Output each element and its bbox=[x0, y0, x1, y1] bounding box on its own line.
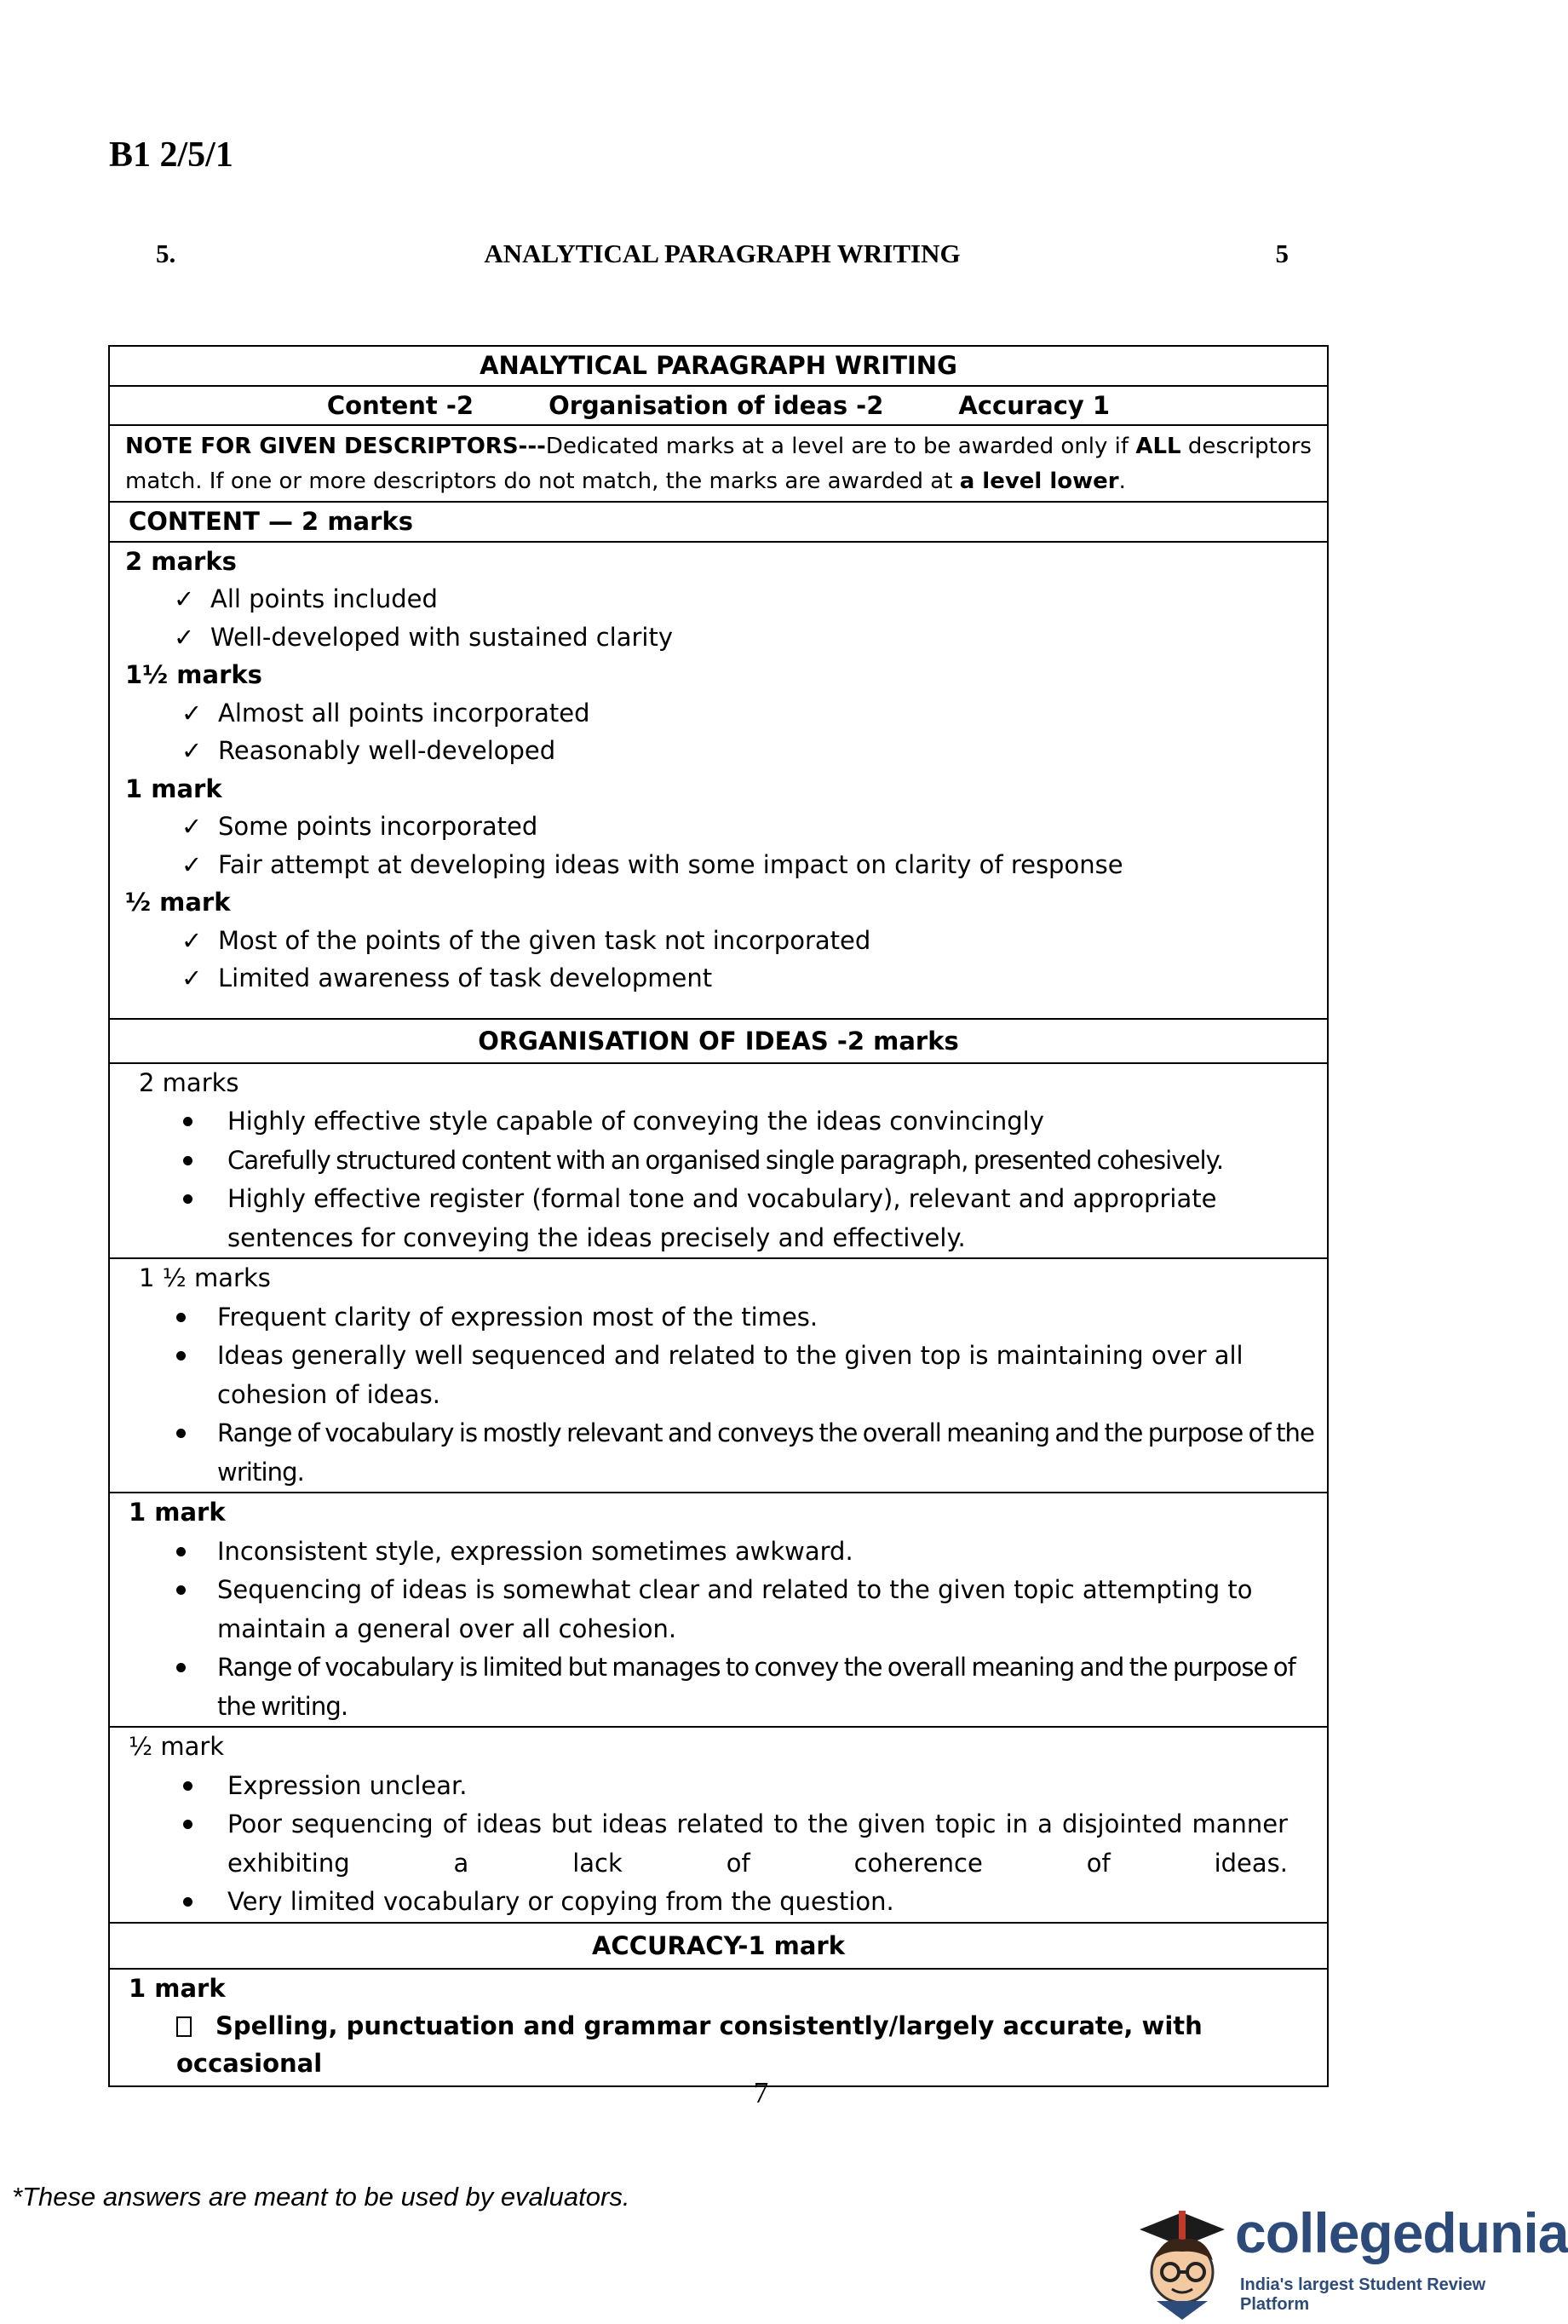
question-number: 5. bbox=[156, 239, 176, 268]
question-marks: 5 bbox=[1275, 239, 1289, 268]
checkmark-icon: ✓ bbox=[181, 849, 203, 879]
organisation-level-half bbox=[110, 1726, 1327, 1922]
evaluator-note: *These answers are meant to be used by evaluators. bbox=[12, 2182, 630, 2212]
missing-glyph-icon bbox=[176, 2016, 192, 2037]
list-item: ✓ Fair attempt at developing ideas with some impact on clarity of response bbox=[110, 846, 1327, 884]
breakdown-accuracy: Accuracy 1 bbox=[958, 390, 1111, 420]
org-level-label: 1 ½ marks bbox=[139, 1263, 271, 1292]
list-item: ✓ Limited awareness of task development bbox=[110, 959, 1327, 998]
checkmark-icon: ✓ bbox=[181, 736, 203, 765]
list-item: Range of vocabulary is limited but manages to convey the overall meaning and the purpose of the writing. bbox=[110, 1648, 1327, 1726]
checkmark-icon: ✓ bbox=[174, 584, 195, 613]
list-item: Frequent clarity of expression most of the times. bbox=[110, 1298, 1327, 1337]
checkmark-icon: ✓ bbox=[181, 925, 203, 955]
content-level-label: 1 mark bbox=[125, 774, 222, 803]
content-level-label: 1½ marks bbox=[125, 660, 262, 689]
list-item: Inconsistent style, expression sometimes awkward. bbox=[110, 1533, 1327, 1572]
list-item: Very limited vocabulary or copying from the question. bbox=[110, 1883, 1327, 1922]
content-level-label: ½ mark bbox=[125, 888, 231, 917]
breakdown-content: Content -2 bbox=[326, 390, 474, 420]
organisation-level-1 bbox=[110, 1492, 1327, 1726]
list-item: ✓ Almost all points incorporated bbox=[110, 694, 1327, 733]
list-item: Ideas generally well sequenced and related to the given top is maintaining over all cohesion of ideas. bbox=[110, 1337, 1327, 1414]
content-level-label: 2 marks bbox=[125, 546, 237, 576]
rubric-title: ANALYTICAL PARAGRAPH WRITING bbox=[480, 351, 957, 380]
logo-tagline: India's largest Student Review Platform bbox=[1240, 2275, 1486, 2314]
question-title: ANALYTICAL PARAGRAPH WRITING bbox=[484, 239, 961, 268]
list-item: Carefully structured content with an organised single paragraph, presented cohesively. bbox=[110, 1142, 1327, 1181]
list-item: ✓ All points included bbox=[110, 580, 1327, 618]
collegedunia-logo bbox=[1131, 2200, 1568, 2320]
accuracy-heading: ACCURACY-1 mark bbox=[110, 1922, 1327, 1968]
checkmark-icon: ✓ bbox=[181, 812, 203, 841]
content-levels bbox=[110, 541, 1327, 1018]
breakdown-organisation: Organisation of ideas -2 bbox=[549, 390, 884, 420]
note-lower: a level lower bbox=[959, 469, 1119, 494]
list-item: Highly effective style capable of conveying the ideas convincingly bbox=[110, 1102, 1327, 1142]
list-item: ✓ Reasonably well-developed bbox=[110, 732, 1327, 770]
note-all: ALL bbox=[1135, 434, 1181, 459]
accuracy-level bbox=[110, 1968, 1327, 2085]
page-number: 7 bbox=[753, 2076, 769, 2109]
question-heading bbox=[156, 239, 1289, 276]
organisation-level-1-5 bbox=[110, 1257, 1327, 1492]
note-end: . bbox=[1118, 469, 1126, 494]
note-lead: NOTE FOR GIVEN DESCRIPTORS--- bbox=[125, 434, 546, 459]
list-item: ✓ Well-developed with sustained clarity bbox=[110, 618, 1327, 657]
accuracy-level-label: 1 mark bbox=[129, 1973, 226, 2003]
list-item: ✓ Most of the points of the given task not incorporated bbox=[110, 922, 1327, 960]
paper-code: B1 2/5/1 bbox=[109, 135, 233, 175]
checkmark-icon: ✓ bbox=[181, 698, 203, 728]
organisation-heading: ORGANISATION OF IDEAS -2 marks bbox=[110, 1018, 1327, 1062]
marking-rubric-table bbox=[108, 345, 1329, 2087]
note-text-1: Dedicated marks at a level are to be awarded only if bbox=[545, 434, 1136, 459]
org-level-label: 2 marks bbox=[139, 1067, 239, 1097]
organisation-level-2 bbox=[110, 1062, 1327, 1258]
list-item: Poor sequencing of ideas but ideas related to the given topic in a disjointed manner exhibiting a lack of coherence of ideas. bbox=[110, 1805, 1327, 1883]
content-heading: CONTENT — 2 marks bbox=[110, 501, 1327, 541]
list-item: Sequencing of ideas is somewhat clear and related to the given topic attempting to maintain a general over all cohesion. bbox=[110, 1571, 1327, 1648]
list-item: Highly effective register (formal tone and vocabulary), relevant and appropriate sentences for conveying the ideas precisely and effectively. bbox=[110, 1180, 1327, 1257]
list-item: Spelling, punctuation and grammar consistently/largely accurate, with occasional bbox=[176, 2010, 1203, 2078]
checkmark-icon: ✓ bbox=[181, 964, 203, 992]
org-level-label: ½ mark bbox=[129, 1732, 225, 1761]
rubric-breakdown bbox=[110, 385, 1327, 425]
checkmark-icon: ✓ bbox=[174, 622, 195, 652]
list-item: Range of vocabulary is mostly relevant and conveys the overall meaning and the purpose of the writing. bbox=[110, 1414, 1327, 1492]
descriptor-note bbox=[110, 424, 1327, 501]
list-item: Expression unclear. bbox=[110, 1767, 1327, 1806]
org-level-label: 1 mark bbox=[129, 1498, 226, 1527]
logo-brand: collegedunia bbox=[1235, 2201, 1568, 2264]
mascot-icon bbox=[1131, 2200, 1232, 2320]
list-item: ✓ Some points incorporated bbox=[110, 808, 1327, 846]
note-text-2: descriptors match. If one or more descriptors do not match, the marks are awarded at bbox=[125, 434, 1312, 494]
